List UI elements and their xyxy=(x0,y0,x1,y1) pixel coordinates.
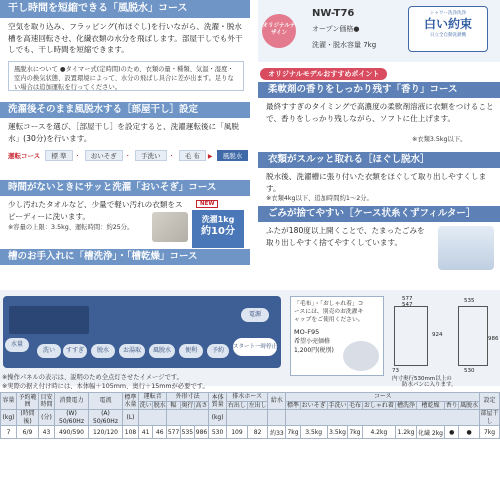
brand-main: 白い約束 xyxy=(423,17,472,31)
dim-note-2: 防水パンに入ります。 xyxy=(402,382,457,388)
option-model: MO-F95 xyxy=(294,328,320,336)
option-text: 「毛布」・「おしゃれ着」コースには、別売のお洗濯キャップをご使用ください。 xyxy=(294,301,364,323)
original-point-tag: オリジナルモデルおすすめポイント xyxy=(260,68,387,80)
spec-cell: 108 xyxy=(123,426,139,439)
dim-h2: 986 xyxy=(488,336,499,342)
spec-subheader: 高さ xyxy=(195,401,208,409)
spec-unit: (kg) xyxy=(209,410,227,426)
dim-d3: 530 xyxy=(464,368,475,374)
spec-subheader: 槽洗浄 xyxy=(397,401,416,409)
spec-unit xyxy=(286,410,480,426)
new-badge: NEW xyxy=(196,200,218,208)
option-price: 1,200円(税別) xyxy=(294,347,334,354)
spec-cell: 7kg xyxy=(480,426,500,439)
spec-cell: ● xyxy=(445,426,459,439)
flow-step-standard: 標 準 xyxy=(45,150,72,161)
kaze-dassui-description: 空気を取り込み、フラッピング(布ほぐし)を行いながら、洗濯・脱水槽を高速回転させ、化繊衣類の水分を飛ばします。部屋干しでも外干しでも、干し時間を短縮できます。 xyxy=(8,22,243,54)
spec-header: 目安時間 xyxy=(40,393,53,408)
spec-unit xyxy=(268,410,286,426)
spec-header: 排水ホース xyxy=(227,393,268,402)
panel-button-kaze-dassui[interactable]: 風脱水 xyxy=(149,344,175,358)
laundry-cap-image xyxy=(343,341,379,371)
dim-d1: 535 xyxy=(464,298,475,304)
brand-top: シャワー洗浄洗浄 xyxy=(430,11,466,16)
spec-unit: (分) xyxy=(39,410,55,426)
spec-subheader: 風脱水 xyxy=(460,401,479,409)
original-design-badge: オリジナルデザイン xyxy=(262,14,296,48)
spec-header: 設定 xyxy=(480,393,500,410)
control-panel xyxy=(3,296,281,368)
dim-w2: 547 xyxy=(402,302,413,308)
spec-cell: 化繊 2kg xyxy=(416,426,444,439)
spec-unit: (W) 50/60Hz xyxy=(55,410,89,426)
spec-cell: 7 xyxy=(1,426,17,439)
dim-note-1: 内寸奥行530mm以上の xyxy=(392,376,452,382)
spec-cell: 1.2kg xyxy=(396,426,417,439)
dim-w1: 577 xyxy=(402,296,413,302)
flow-label: 運転コース xyxy=(8,152,41,160)
spec-subheader: 毛布 xyxy=(348,401,361,409)
spec-subheader: 奥行 xyxy=(181,401,194,409)
spec-header: 本体質量 xyxy=(209,393,227,410)
spec-subheader: おいそぎ xyxy=(301,401,326,409)
panel-button-suiryou[interactable]: 水量 xyxy=(5,338,29,352)
panel-notes xyxy=(2,373,292,391)
flow-step-oisogi: おいそぎ xyxy=(85,150,123,161)
section-title-oisogi: 時間がないときにサッと洗濯「おいそぎ」コース xyxy=(0,180,250,196)
panel-note-1: ※操作パネルの表示は、説明のため全点灯させたイメージです。 xyxy=(2,374,183,381)
spec-header: 消費電力 xyxy=(55,393,89,410)
spec-units-row xyxy=(1,410,500,426)
model-header xyxy=(258,0,500,62)
oisogi-badge-line1: 洗濯1kg xyxy=(201,215,235,224)
flow-separator: ・ xyxy=(124,153,131,160)
spec-cell: 6/9 xyxy=(17,426,39,439)
spec-cell: 530 xyxy=(209,426,227,439)
filter-image xyxy=(438,226,494,270)
model-price: オープン価格● xyxy=(312,25,360,33)
brand-sub: 日立全自動洗濯機 xyxy=(430,33,466,38)
spec-cell: 46 xyxy=(153,426,167,439)
brand-logo xyxy=(408,6,488,52)
spec-header: コース xyxy=(286,393,480,402)
spec-cell: 約33 xyxy=(268,426,286,439)
spec-cell: 4.2kg xyxy=(362,426,396,439)
flow-arrow-icon: ▶ xyxy=(207,153,213,160)
spec-unit: (L) xyxy=(123,410,139,426)
spec-unit: 部屋干し xyxy=(480,410,499,425)
panel-display xyxy=(9,306,89,334)
dimension-diagram xyxy=(388,296,500,386)
spec-table xyxy=(0,392,500,439)
spec-unit: (kg) xyxy=(1,410,17,426)
spec-cell: 535 xyxy=(180,426,194,439)
spec-subheader: 幅 xyxy=(167,401,181,410)
section-title-filter: ごみが捨てやすい［ケース状糸くずフィルター］ xyxy=(258,206,500,222)
filter-description: ふたが180度以上開くことで、たまったごみを取り出しやすく捨てやすくしています。 xyxy=(266,226,425,247)
spec-cell: 577 xyxy=(167,426,181,439)
spec-unit: (時間後) xyxy=(17,410,39,426)
model-name: NW-T76 xyxy=(312,8,355,19)
section-title-sou-senjou: 槽のお手入れに「槽洗浄」・「槽乾燥」コース xyxy=(0,249,250,265)
spec-table-wrap xyxy=(0,392,500,439)
panel-button-start[interactable]: スタート一時停止 xyxy=(233,338,277,356)
spec-subheader: 香り xyxy=(445,401,458,409)
oisogi-note: ※容量の上限：3.5kg、運転時間：約25分。 xyxy=(8,224,134,231)
spec-unit xyxy=(227,410,268,426)
spec-cell: 120/120 xyxy=(89,426,123,439)
panel-button-yoyaku[interactable]: 予約 xyxy=(207,344,229,358)
spec-data-row xyxy=(1,426,500,439)
section-title-kaori: 柔軟剤の香りをしっかり残す「香り」コース xyxy=(258,82,500,98)
spec-header: 給水 xyxy=(268,393,286,410)
option-box xyxy=(290,296,384,376)
panel-button-benri[interactable]: 便利 xyxy=(179,344,203,358)
spec-cell: 82 xyxy=(247,426,268,439)
dim-d2: 73 xyxy=(392,368,399,374)
spec-cell: 109 xyxy=(227,426,248,439)
spec-cell: 41 xyxy=(139,426,153,439)
panel-button-dassui[interactable]: 脱水 xyxy=(91,344,115,358)
spec-header: 外形寸法 xyxy=(167,393,209,402)
spec-subheader: 手洗い xyxy=(328,401,347,409)
washer-side-outline xyxy=(458,306,488,366)
panel-button-susugi[interactable]: すすぎ xyxy=(63,344,87,358)
spec-cell: 43 xyxy=(39,426,55,439)
panel-button-power[interactable]: 電源 xyxy=(241,308,269,322)
flow-separator: ・ xyxy=(74,153,81,160)
hogushi-note: ※衣類4kg以下、追加時間約1〜2分。 xyxy=(266,195,373,202)
towel-image xyxy=(152,212,188,242)
spec-unit: (A) 50/60Hz xyxy=(89,410,123,426)
section-title-hogushi: 衣類がスルッと取れる［ほぐし脱水］ xyxy=(258,152,500,168)
flow-step-tearai: 手洗い xyxy=(135,150,167,161)
spec-subheader: 標準 xyxy=(286,401,299,409)
section-title-kaze-dassui: 干し時間を短縮できる「風脱水」コース xyxy=(0,0,250,18)
spec-cell: 7kg xyxy=(348,426,362,439)
kaori-description: 最終すすぎのタイミングで高濃度の柔軟剤溶液に衣類をつけることで、香りをしっかり残しながら、ソフトに仕上げます。 xyxy=(266,102,494,123)
model-capacity: 洗濯・脱水容量 7kg xyxy=(312,41,377,49)
flow-separator: ・ xyxy=(168,153,175,160)
spec-header-row-top xyxy=(1,393,500,402)
oisogi-badge xyxy=(192,210,244,248)
flow-step-moufu: 毛 布 xyxy=(179,150,206,161)
flow-step-kaze-dassui: 風脱水 xyxy=(217,150,249,161)
course-flow xyxy=(0,147,250,161)
spec-cell: 3.5kg xyxy=(327,426,348,439)
option-price-label: 希望小売価格 xyxy=(294,338,331,345)
panel-button-arai[interactable]: 洗い xyxy=(37,344,61,358)
spec-subheader: 右出し xyxy=(227,401,246,409)
spec-unit xyxy=(167,410,209,426)
spec-unit xyxy=(139,410,167,426)
spec-cell: 490/590 xyxy=(55,426,89,439)
spec-subheader: おしゃれ着 xyxy=(363,401,394,409)
dim-h1: 924 xyxy=(432,332,443,338)
hogushi-description: 脱水後、洗濯槽に張り付いた衣類をほぐして取り出しやすくします。 xyxy=(266,172,487,193)
section-title-heyaboshi: 洗濯後そのまま風脱水する［部屋干し］設定 xyxy=(0,102,250,118)
spec-subheader: 左出し xyxy=(248,401,267,409)
heyaboshi-description: 運転コースを選び、［部屋干し］を設定すると、洗濯運転後に「風脱水」(30分)を行います。 xyxy=(8,122,239,143)
spec-subheader: 槽乾燥 xyxy=(416,401,444,410)
spec-cell: 7kg xyxy=(286,426,300,439)
spec-header: 予約範囲 xyxy=(18,393,37,408)
panel-button-oyutori[interactable]: お湯取 xyxy=(119,344,145,358)
spec-cell: ● xyxy=(459,426,480,439)
washer-front-outline xyxy=(394,306,428,366)
spec-cell: 3.5kg xyxy=(300,426,327,439)
oisogi-description: 少し汚れたタオルなど、少量で軽い汚れの衣類をスピーディーに洗います。 xyxy=(8,200,183,221)
spec-header: 容量 xyxy=(1,393,17,410)
spec-header: 標準水量 xyxy=(124,393,137,408)
spec-header: 運転音 xyxy=(139,393,167,402)
spec-cell: 986 xyxy=(194,426,208,439)
kaze-dassui-note: 風脱水について ●タイマー式(定時間)のため、衣類の量・種類、気温・湿度・室内の換気状態、設置環境によって、水分の飛ばし具合に差が出ます。足りない場合は追加運転を行ってください。 xyxy=(8,61,244,91)
spec-header: 電流 xyxy=(89,393,123,410)
spec-subheader: 洗い xyxy=(139,401,152,409)
kaori-note: ※衣類3.5kg以下。 xyxy=(412,136,467,143)
oisogi-badge-line2: 約10分 xyxy=(201,226,235,237)
spec-subheader: 脱水 xyxy=(153,401,166,409)
panel-note-2: ※実際の据え付け時には、本体幅＋105mm、奥行＋15mmが必要です。 xyxy=(2,383,209,390)
